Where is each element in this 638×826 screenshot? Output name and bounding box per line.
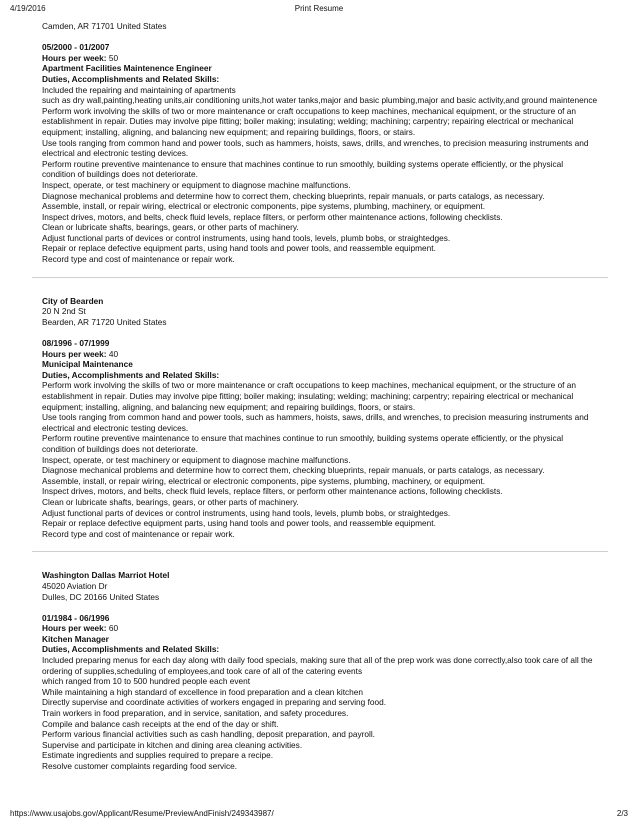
duty-line: Assemble, install, or repair wiring, electrical or electronic components, pipe systems, plumbing, machinery, or equipment. bbox=[42, 201, 485, 212]
duty-line: Inspect, operate, or test machinery or equipment to diagnose machine malfunctions. bbox=[42, 179, 351, 190]
duties-label: Duties, Accomplishments and Related Skills: bbox=[42, 73, 220, 84]
duty-line: Compile and balance cash receipts at the end of the day or shift. bbox=[42, 718, 279, 729]
duty-line: Use tools ranging from common hand and power tools, such as hammers, hoists, saws, drills, and wrenches, to precision measuring instruments and electrical and electronic testing devices. bbox=[42, 137, 589, 159]
duty-line: Diagnose mechanical problems and determine how to correct them, checking blueprints, repair manuals, or parts catalogs, as necessary. bbox=[42, 190, 545, 201]
duty-line: Adjust functional parts of devices or control instruments, using hand tools, levels, plumb bobs, or straightedges. bbox=[42, 507, 451, 518]
duty-line: such as dry wall,painting,heating units,air conditioning units,hot water tanks,major and basic plumbing,major and basic activity,and ground maintenence bbox=[42, 95, 598, 106]
duty-line: Diagnose mechanical problems and determine how to correct them, checking blueprints, repair manuals, or parts catalogs, as necessary. bbox=[42, 465, 545, 476]
employer-name: Washington Dallas Marriot Hotel bbox=[42, 570, 170, 581]
employer-address-city: Bearden, AR 71720 United States bbox=[42, 316, 167, 327]
duty-line: Directly supervise and coordinate activities of workers engaged in preparing and serving food. bbox=[42, 697, 387, 708]
duty-line: Supervise and participate in kitchen and dining area cleaning activities. bbox=[42, 739, 303, 750]
duty-line: Clean or lubricate shafts, bearings, gears, or other parts of machinery. bbox=[42, 496, 299, 507]
footer-url: https://www.usajobs.gov/Applicant/Resume/PreviewAndFinish/249343987/ bbox=[10, 809, 274, 818]
job-entry bbox=[42, 21, 598, 265]
duty-line: Perform routine preventive maintenance to ensure that machines continue to run smoothly, building systems operate efficiently, or the physical condition of buildings does not deteriorate. bbox=[42, 158, 564, 180]
duty-line: which ranged from 10 to 500 hundred people each event bbox=[42, 676, 251, 687]
duty-line: Resolve customer complaints regarding food service. bbox=[42, 761, 238, 771]
duty-line: Estimate ingredients and supplies required to prepare a recipe. bbox=[42, 750, 274, 761]
page-footer bbox=[10, 809, 628, 821]
duty-line: Use tools ranging from common hand and power tools, such as hammers, hoists, saws, drills, and wrenches, to precision measuring instruments and electrical and electronic testing devices. bbox=[42, 412, 589, 433]
duties-list bbox=[42, 655, 598, 772]
duty-line: Inspect drives, motors, and belts, check fluid levels, replace filters, or perform other maintenance actions, following checklists. bbox=[42, 486, 503, 497]
employer-address-city: Camden, AR 71701 United States bbox=[42, 21, 167, 31]
duty-line: While maintaining a high standard of excellence in food preparation and a clean kitchen bbox=[42, 686, 364, 697]
job-dates: 01/1984 - 06/1996 bbox=[42, 612, 110, 623]
print-title: Print Resume bbox=[294, 4, 344, 13]
job-entry bbox=[42, 296, 598, 540]
job-entry bbox=[42, 570, 598, 771]
duty-line: Clean or lubricate shafts, bearings, gears, or other parts of machinery. bbox=[42, 222, 299, 233]
duty-line: Record type and cost of maintenance or repair work. bbox=[42, 254, 235, 265]
duty-line: Included the repairing and maintaining of apartments bbox=[42, 84, 236, 95]
duty-line: Included preparing menus for each day along with daily food specials, making sure that all of the prep work was done correctly,also took care of all the ordering of supplies,scheduling of employees,and took care of all of the catering events bbox=[42, 655, 593, 676]
job-title: Kitchen Manager bbox=[42, 633, 109, 644]
job-hours bbox=[42, 349, 598, 360]
job-hours bbox=[42, 53, 598, 64]
employer-address-street: 45020 Aviation Dr bbox=[42, 580, 108, 591]
employer-address-city: Dulles, DC 20166 United States bbox=[42, 591, 160, 602]
job-dates: 08/1996 - 07/1999 bbox=[42, 338, 110, 349]
section-divider bbox=[32, 277, 608, 278]
duty-line: Repair or replace defective equipment parts, using hand tools and power tools, and reassemble equipment. bbox=[42, 243, 436, 254]
job-dates: 05/2000 - 01/2007 bbox=[42, 42, 110, 53]
print-date: 4/19/2016 bbox=[10, 4, 46, 13]
job-title: Apartment Facilities Maintenence Engineer bbox=[42, 63, 212, 74]
hours-value: 60 bbox=[108, 623, 119, 634]
duty-line: Perform routine preventive maintenance to ensure that machines continue to run smoothly, building systems operate efficiently, or the physical condition of buildings does not deteriorate. bbox=[42, 433, 564, 454]
duties-label: Duties, Accomplishments and Related Skills: bbox=[42, 369, 220, 380]
duty-line: Inspect drives, motors, and belts, check fluid levels, replace filters, or perform other maintenance actions, following checklists. bbox=[42, 211, 503, 222]
duty-line: Repair or replace defective equipment parts, using hand tools and power tools, and reassemble equipment. bbox=[42, 518, 436, 529]
duty-line: Train workers in food preparation, and in service, sanitation, and safety procedures. bbox=[42, 708, 349, 719]
duties-label: Duties, Accomplishments and Related Skills: bbox=[42, 644, 220, 655]
duty-line: Record type and cost of maintenance or repair work. bbox=[42, 528, 235, 539]
hours-value: 50 bbox=[108, 52, 119, 63]
duties-list bbox=[42, 85, 598, 265]
hours-label: Hours per week: bbox=[42, 623, 107, 634]
hours-label: Hours per week: bbox=[42, 348, 107, 359]
section-divider bbox=[32, 551, 608, 552]
duty-line: Perform various financial activities such as cash handling, deposit preparation, and payroll. bbox=[42, 729, 375, 740]
job-title: Municipal Maintenance bbox=[42, 359, 133, 370]
resume-content bbox=[42, 21, 598, 772]
page-header bbox=[10, 4, 628, 16]
duty-line: Assemble, install, or repair wiring, electrical or electronic components, pipe systems, plumbing, machinery, or equipment. bbox=[42, 475, 485, 486]
employer-name: City of Bearden bbox=[42, 295, 104, 306]
page-number: 2/3 bbox=[616, 809, 628, 818]
duty-line: Inspect, operate, or test machinery or equipment to diagnose machine malfunctions. bbox=[42, 454, 351, 465]
employer-address-street: 20 N 2nd St bbox=[42, 306, 86, 317]
duty-line: Adjust functional parts of devices or control instruments, using hand tools, levels, plumb bobs, or straightedges. bbox=[42, 232, 451, 243]
hours-label: Hours per week: bbox=[42, 52, 107, 63]
duty-line: Perform work involving the skills of two or more maintenance or craft occupations to keep machines, mechanical equipment, or the structure of an establishment in repair. Duties may involve pipe fitting; boiler making; insulating; welding; machining; carpentry; repairing electrical or mechanical equipment; installing, aligning, and balancing new equipment; and repairing buildings, floors, or stairs. bbox=[42, 380, 577, 412]
job-hours bbox=[42, 623, 598, 634]
hours-value: 40 bbox=[108, 348, 119, 359]
duties-list bbox=[42, 380, 598, 539]
duty-line: Perform work involving the skills of two or more maintenance or craft occupations to keep machines, mechanical equipment, or the structure of an establishment in repair. Duties may involve pipe fitting; boiler making; insulating; welding; machining; carpentry; repairing electrical or mechanical equipment; installing, aligning, and balancing new equipment; and repairing buildings, floors, or stairs. bbox=[42, 105, 577, 137]
